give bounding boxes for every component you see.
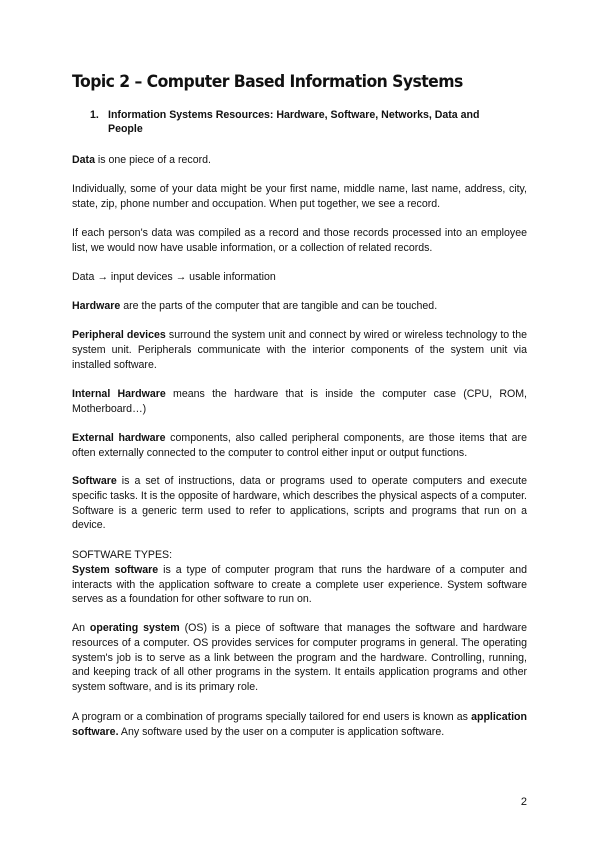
term-system-software: System software bbox=[72, 563, 159, 576]
paragraph-data-flow bbox=[72, 270, 527, 285]
term-software: Software bbox=[72, 475, 117, 487]
paragraph-text: are the parts of the computer that are tangible and can be touched. bbox=[120, 300, 438, 312]
paragraph-system-software bbox=[72, 548, 527, 607]
paragraph-information bbox=[72, 226, 527, 256]
paragraph-internal-hardware bbox=[72, 387, 527, 417]
paragraph-text: components, also called peripheral components, are those items that are often externally connected to the computer to control either input or output functions. bbox=[72, 432, 527, 459]
term-external-hardware: External hardware bbox=[72, 432, 166, 444]
paragraph-external-hardware bbox=[72, 431, 527, 461]
paragraph-text: Data → input devices → usable information bbox=[72, 271, 276, 283]
page-number: 2 bbox=[520, 796, 527, 808]
section-heading bbox=[90, 108, 510, 136]
paragraph-data bbox=[72, 153, 527, 168]
paragraph-text: is one piece of a record. bbox=[94, 154, 211, 166]
term-internal-hardware: Internal Hardware bbox=[72, 388, 166, 400]
term-data: Data bbox=[72, 154, 95, 166]
paragraph-text: Any software used by the user on a computer is application software. bbox=[118, 725, 445, 738]
paragraph-text: surround the system unit and connect by wired or wireless technology to the system unit. Peripherals communicate with the interior components of the system unit via installed software. bbox=[72, 329, 527, 371]
term-peripheral-devices: Peripheral devices bbox=[72, 329, 166, 341]
paragraph-prefix: An bbox=[72, 622, 90, 634]
page-title: Topic 2 – Computer Based Information Systems bbox=[72, 72, 463, 92]
paragraph-text: (OS) is a piece of software that manages the software and hardware resources of a computer. OS provides services for computer programs in general. The operating system's job is to serve as a link between the program and the hardware. Controlling, running, and keeping track of all other programs in the system. It entails application programs and other system software, and is its primary role. bbox=[72, 622, 527, 694]
section-number: 1. bbox=[90, 109, 99, 121]
paragraph-record bbox=[72, 182, 527, 212]
paragraph-text: is a set of instructions, data or programs used to operate computers and execute specific tasks. It is the opposite of hardware, which describes the physical aspects of a computer. Software is a generic term used to refer to applications, scripts and programs that run on a device. bbox=[72, 475, 527, 532]
paragraph-prefix: A program or a combination of programs specially tailored for end users is known as bbox=[72, 711, 472, 723]
paragraph-text: Individually, some of your data might be your first name, middle name, last name, address, city, state, zip, phone number and occupation. When put together, we see a record. bbox=[72, 183, 527, 210]
document-page bbox=[72, 0, 527, 848]
software-types-label: SOFTWARE TYPES: bbox=[72, 549, 173, 561]
paragraph-text: is a type of computer program that runs the hardware of a computer and interacts with the application software to create a complete user experience. System software serves as a foundation for other software to run on. bbox=[72, 563, 527, 606]
paragraph-hardware bbox=[72, 299, 527, 314]
term-operating-system: operating system bbox=[89, 622, 180, 634]
paragraph-text: means the hardware that is inside the computer case (CPU, ROM, Motherboard…) bbox=[72, 388, 527, 415]
term-application-software: application software. bbox=[72, 711, 527, 738]
paragraph-application-software bbox=[72, 710, 527, 740]
paragraph-operating-system bbox=[72, 621, 527, 695]
term-hardware: Hardware bbox=[72, 300, 121, 312]
section-heading-text: Information Systems Resources: Hardware, Software, Networks, Data and People bbox=[108, 109, 480, 135]
paragraph-peripheral-devices bbox=[72, 328, 527, 372]
paragraph-text: If each person's data was compiled as a record and those records processed into an employee list, we would now have usable information, or a collection of related records. bbox=[72, 227, 527, 254]
paragraph-software bbox=[72, 474, 527, 533]
